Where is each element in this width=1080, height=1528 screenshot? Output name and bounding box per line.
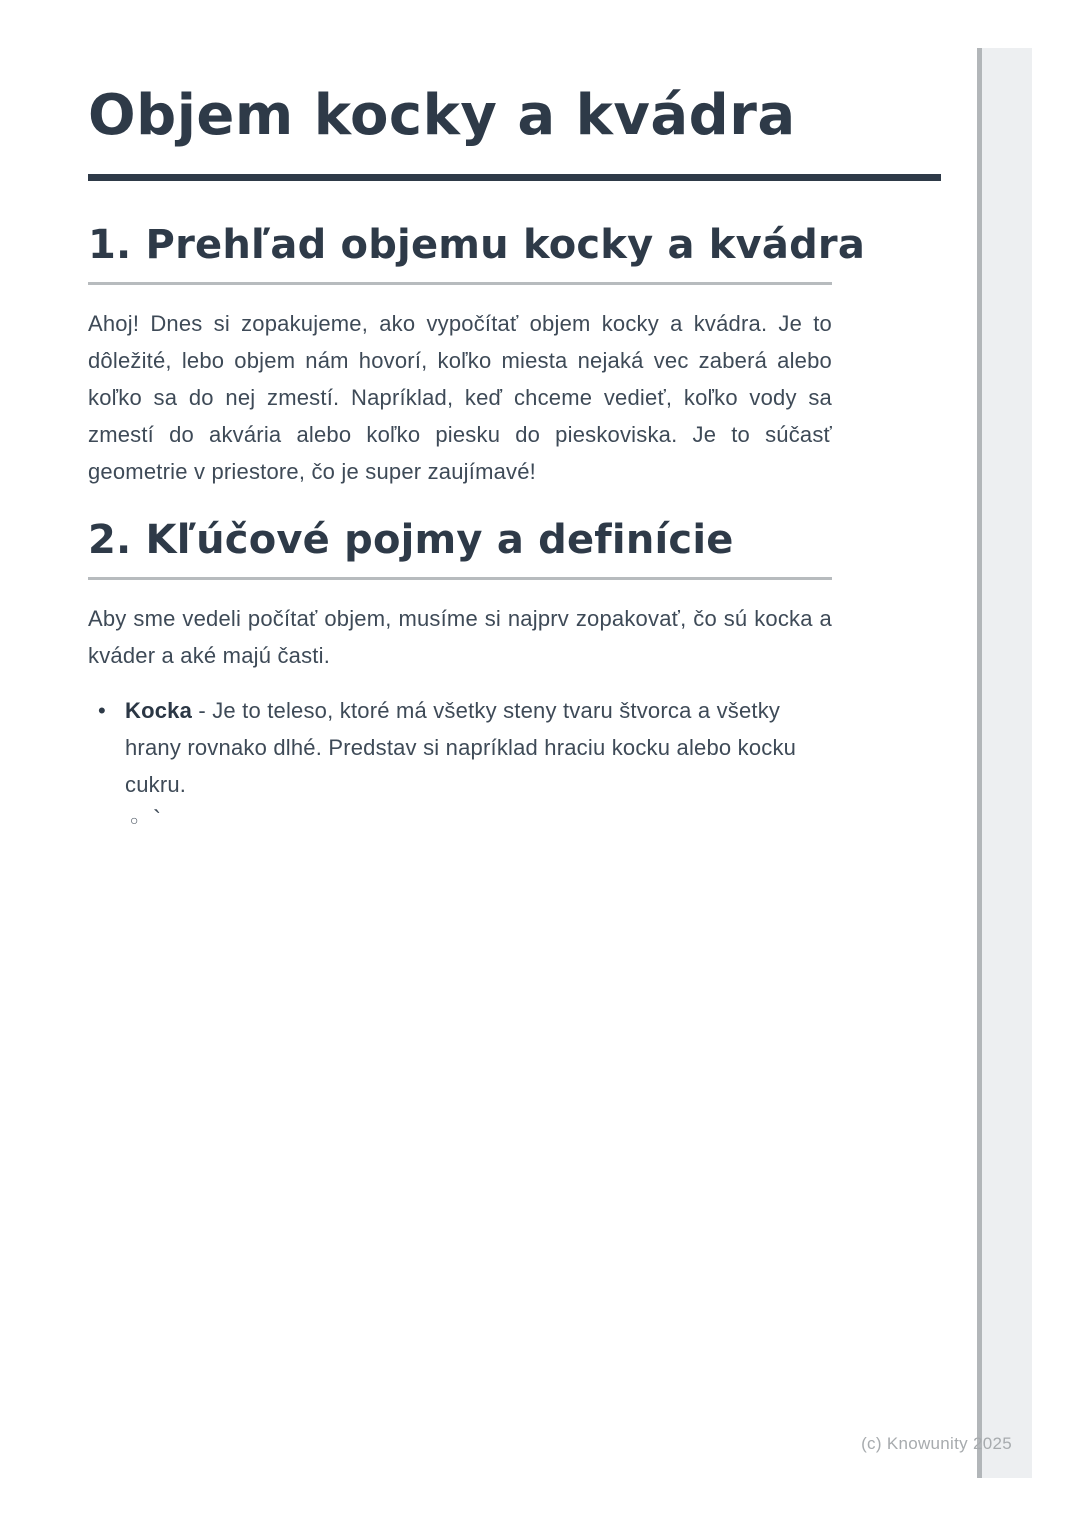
list-item-definition: Je to teleso, ktoré má všetky steny tvaru štvorca a všetky hrany rovnako dlhé. Predstav si napríklad hraciu kocku alebo kocku cukru.: [125, 698, 797, 797]
section-1: [88, 221, 941, 490]
section-2: [88, 516, 941, 835]
section-2-divider: [88, 577, 832, 580]
copyright-text: (c) Knowunity 2025: [861, 1434, 1012, 1453]
sub-list-item: [125, 805, 832, 835]
list-item-separator: -: [192, 698, 213, 723]
document-content: [88, 0, 941, 835]
section-2-paragraph: Aby sme vedeli počítať objem, musíme si najprv zopakovať, čo sú kocka a kváder a aké majú časti.: [88, 606, 832, 668]
bullet-marker: •: [98, 698, 106, 723]
section-1-heading: 1. Prehľad objemu kocky a kvádra: [88, 222, 866, 268]
section-2-heading: 2. Kľúčové pojmy a definície: [88, 517, 734, 563]
side-scrollbar[interactable]: [977, 48, 1032, 1478]
definition-list: [88, 692, 832, 835]
section-1-divider: [88, 282, 832, 285]
page-title: Objem kocky a kvádra: [88, 83, 796, 148]
list-item-term: Kocka: [125, 698, 193, 723]
list-item: [88, 692, 832, 835]
title-divider: [88, 174, 941, 181]
section-1-paragraph: Ahoj! Dnes si zopakujeme, ako vypočítať objem kocky a kvádra. Je to dôležité, lebo objem nám hovorí, koľko miesta nejaká vec zaberá alebo koľko sa do nej zmestí. Napríklad, keď chceme vedieť, koľko vody sa zmestí do akvária alebo koľko piesku do pieskoviska. Je to súčasť geometrie v priestore, čo je super zaujímavé!: [88, 311, 832, 484]
sub-list: [125, 805, 832, 835]
sub-list-item-text: `: [153, 806, 162, 833]
sub-bullet-marker: ○: [130, 812, 139, 828]
